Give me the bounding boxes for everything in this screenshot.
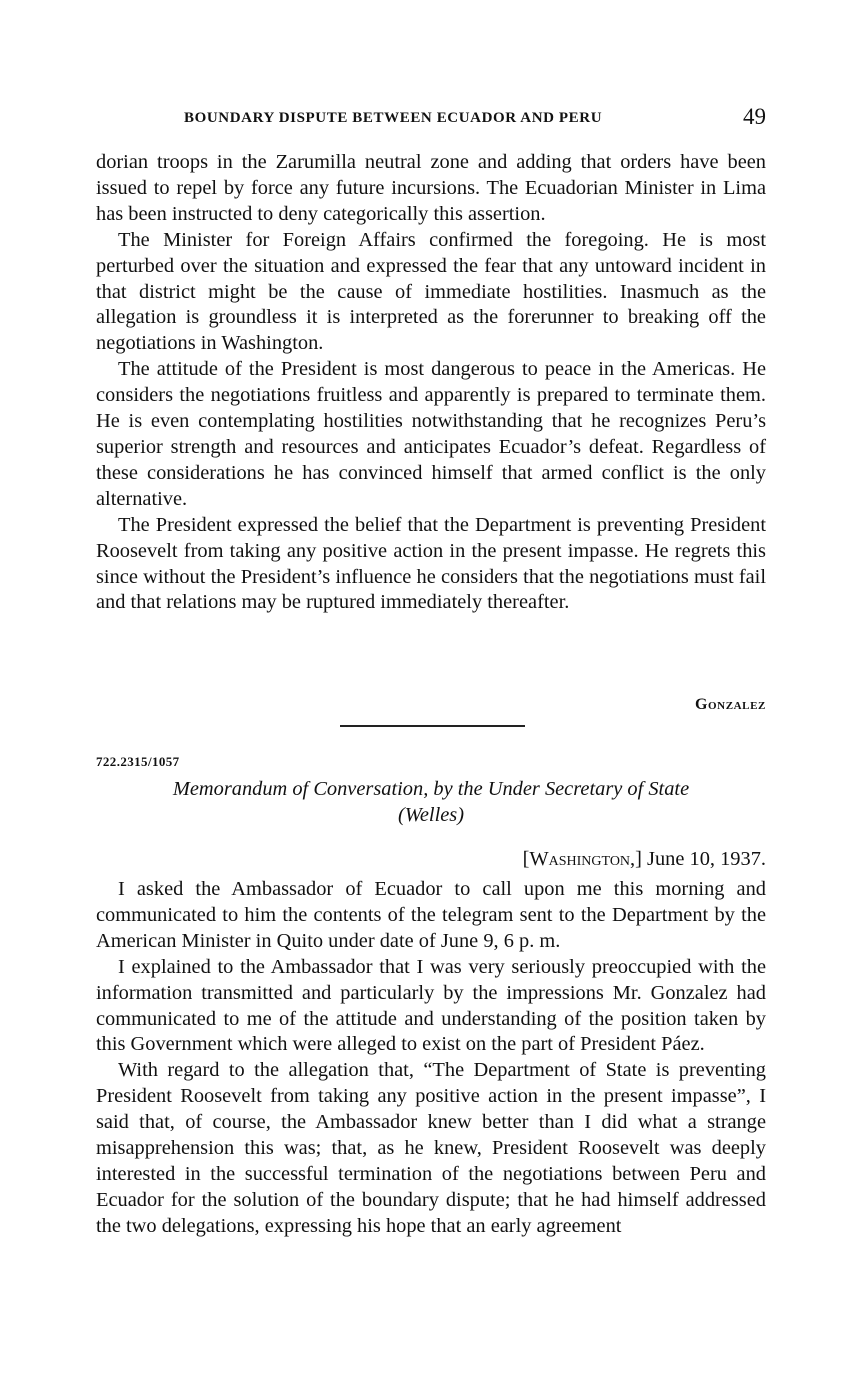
paragraph: With regard to the allegation that, “The Department of State is preventing President Roosevelt from taking any positive action in the present impasse”, I said that, of course, the Ambassador knew better than I did what a strange misapprehension this was; that, as he knew, President Roosevelt was deeply interested in the successful termination of the negotiations between Peru and Ecuador for the solution of the boundary dispute; that he had himself addressed the two delegations, expressing his hope that an early agreement xyxy=(96,1059,766,1237)
paragraph: The President expressed the belief that the Department is preventing President Roosevelt from taking any positive action in the present impasse. He regrets this since without the President’s influence he considers that the negotiations must fail and that relations may be ruptured immediately thereafter. xyxy=(96,513,766,614)
paragraph: I explained to the Ambassador that I was very seriously preoccupied with the information transmitted and particularly by the impressions Mr. Gonzalez had communicated to me of the attitude and understanding of the position taken by this Government which were alleged to exist on the part of President Páez. xyxy=(96,955,766,1056)
running-header xyxy=(96,104,766,134)
dateline-date: June 10, 1937. xyxy=(647,848,766,870)
memorandum-body xyxy=(96,877,766,1240)
heading-line: (Welles) xyxy=(397,804,465,826)
dateline-place: [Washington,] xyxy=(522,848,642,870)
file-number: 722.2315/1057 xyxy=(96,754,180,769)
heading-line: Memorandum of Conversation, by the Under Secretary of State xyxy=(172,778,690,800)
paragraph: The attitude of the President is most dangerous to peace in the Americas. He considers the negotiations fruitless and apparently is prepared to terminate them. He is even contemplating hostilities notwithstanding that he recognizes Peru’s superior strength and resources and anticipates Ecuador’s defeat. Regardless of these considerations he has convinced himself that armed conflict is the only alternative. xyxy=(96,358,766,510)
telegram-body xyxy=(96,150,766,616)
page-number: 49 xyxy=(743,104,766,129)
signature: Gonzalez xyxy=(694,696,766,713)
running-title: BOUNDARY DISPUTE BETWEEN ECUADOR AND PERU xyxy=(184,110,603,126)
paragraph: The Minister for Foreign Affairs confirmed the foregoing. He is most perturbed over the situation and expressed the fear that any untoward incident in that district might be the cause of immediate hostilities. Inasmuch as the allegation is groundless it is interpreted as the forerunner to breaking off the negotiations in Washington. xyxy=(96,228,766,355)
section-divider xyxy=(340,725,525,727)
document-heading xyxy=(96,776,766,828)
paragraph: dorian troops in the Zarumilla neutral zone and adding that orders have been issued to repel by force any future incursions. The Ecuadorian Minister in Lima has been instructed to deny categorically this assertion. xyxy=(96,151,766,225)
paragraph: I asked the Ambassador of Ecuador to call upon me this morning and communicated to him the contents of the telegram sent to the Department by the American Minister in Quito under date of June 9, 6 p. m. xyxy=(96,878,766,952)
dateline xyxy=(523,848,766,871)
